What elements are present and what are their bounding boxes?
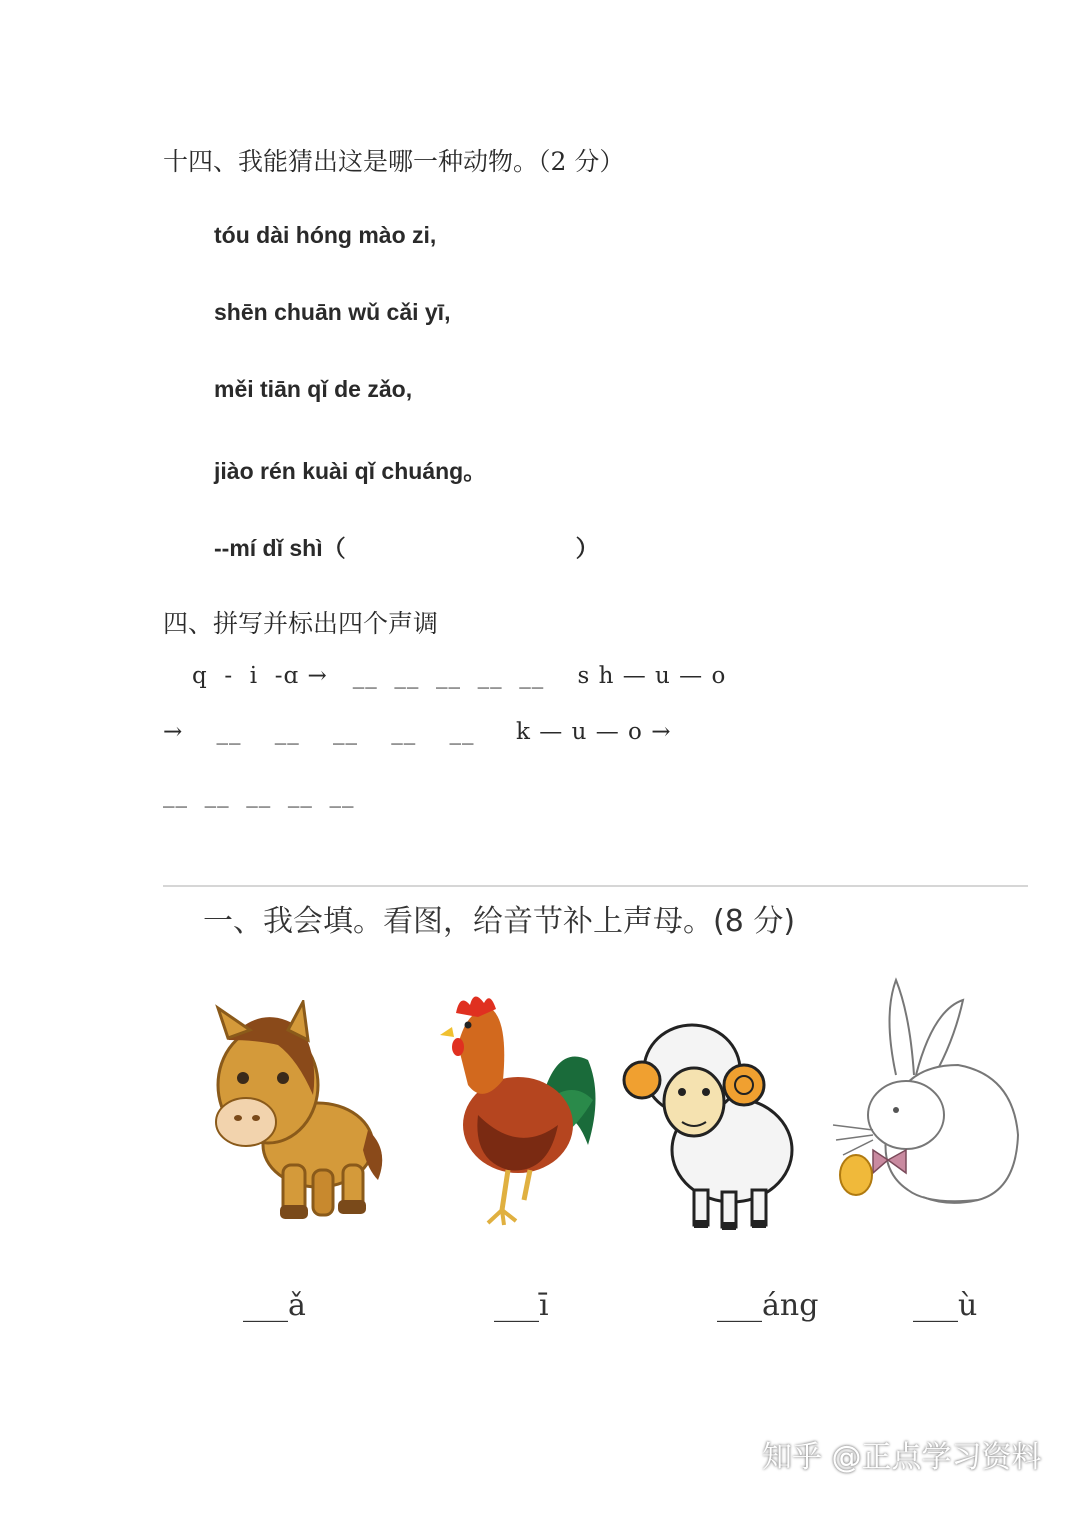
rabbit-icon [828,975,1028,1220]
riddle-answer-line: --mí dǐ shì（ ） [214,535,599,561]
answer-horse: ___ǎ [243,1288,306,1323]
riddle-line-1: tóu dài hóng mào zi, [214,222,437,248]
section1-title: 一、我会填。看图，给音节补上声母。(8 分) [203,904,796,939]
spell-row-2: → __ __ __ __ __ k — u — o → [163,719,672,745]
answer-sheep: ___áng [717,1288,819,1323]
riddle-line-3: měi tiān qǐ de zǎo, [214,376,413,402]
spell-row-1: q - i -ɑ → __ __ __ __ __ s h — u — o [192,663,727,689]
section-divider [163,885,1028,887]
watermark: 知乎 @正点学习资料 [762,1440,1042,1475]
section14-title: 十四、我能猜出这是哪一种动物。（2 分） [163,147,625,176]
answer-rabbit: ___ù [913,1288,978,1323]
riddle-line-2: shēn chuān wǔ cǎi yī, [214,299,451,325]
rooster-icon [438,985,603,1235]
riddle-line-4: jiào rén kuài qǐ chuáng。 [214,458,487,484]
horse-icon [208,1000,393,1230]
sheep-icon [622,1010,802,1240]
spell-row-3: __ __ __ __ __ [163,782,355,808]
section4-title: 四、拼写并标出四个声调 [163,609,439,638]
answer-rooster: ___ī [494,1288,549,1323]
